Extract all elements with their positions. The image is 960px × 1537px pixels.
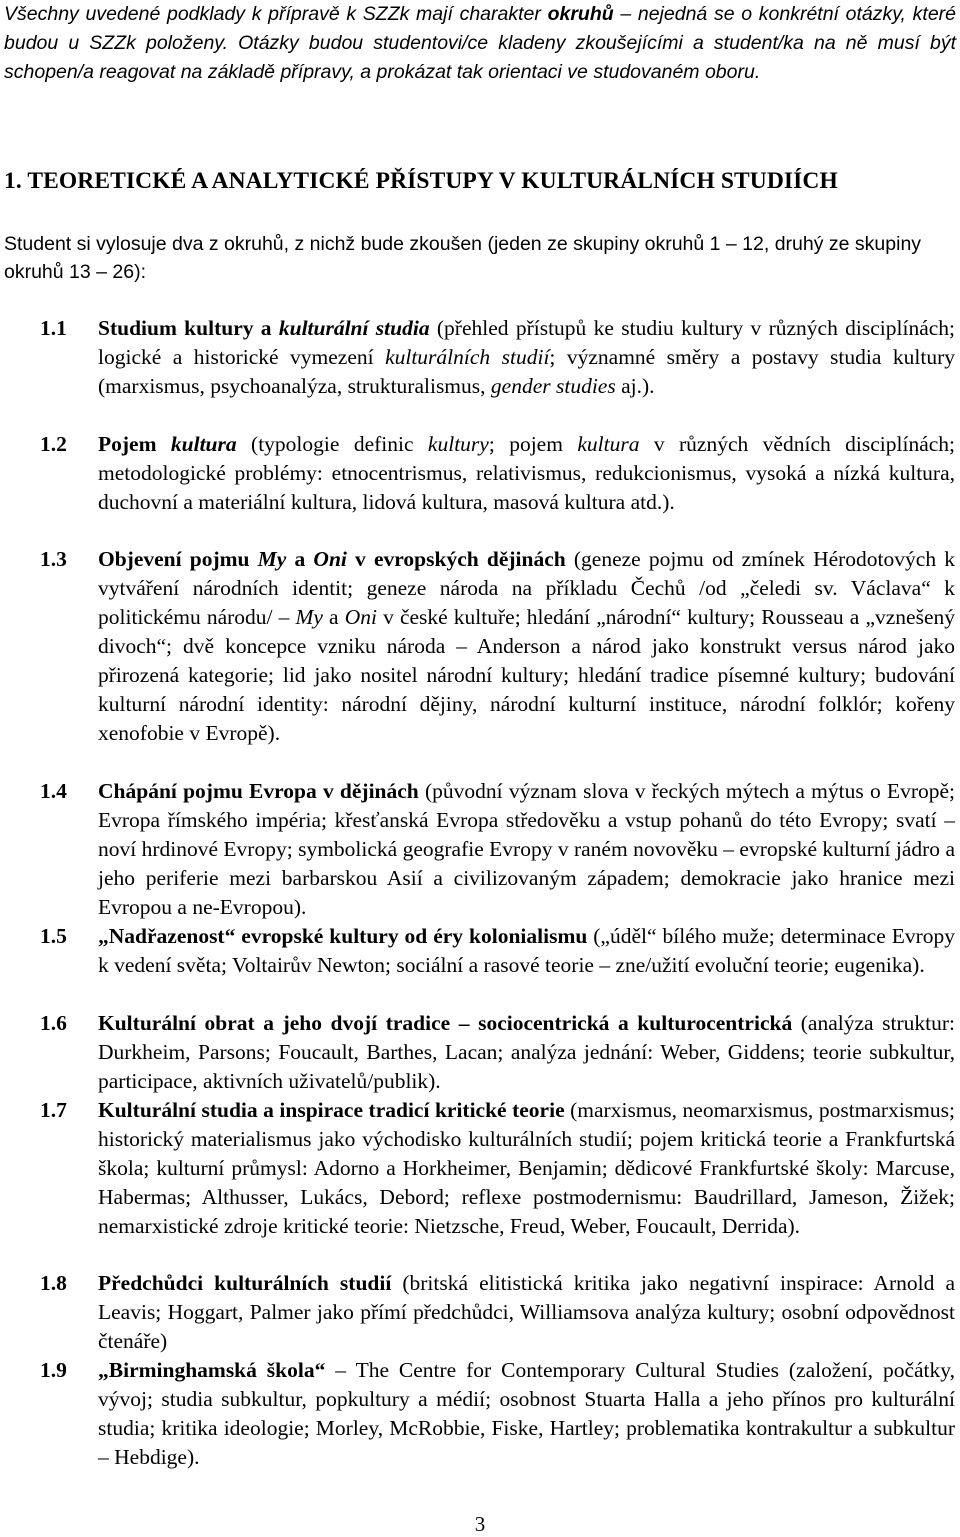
topic-number: 1.7 [40,1098,67,1122]
intro-bold-word: okruhů [547,3,614,25]
topic-description-segment: (geneze pojmu od zmínek Hérodotových k vytváření národních identit; geneze národa na příkladu Čechů /od „čeledi sv. Václava“ k politickému národu/ – [98,547,955,629]
instruction-text: Student si vylosuje dva z okruhů, z nichž bude zkoušen (jeden ze skupiny okruhů 1 – 12, druhý ze skupiny okruhů 13 – 26): [4,233,922,283]
section-heading: 1. TEORETICKÉ A ANALYTICKÉ PŘÍSTUPY V KULTURÁLNÍCH STUDIÍCH [4,168,838,194]
topic-number: 1.3 [40,547,67,571]
topic-description-segment: (původní význam slova v řeckých mýtech a mýtus o Evropě; Evropa římského impéria; křesťanská Evropa středověku a vstup pohanů do této Evropy; svatí – noví hrdinové Evropy; symbolická geografie Evropy v raném novověku – evropské kulturní jádro a jeho periferie mezi barbarskou Asií a civilizovaným západem; demokracie jako hranice mezi Evropou a ne-Evropou). [98,779,955,919]
topic-title-segment: kultury [427,432,489,456]
topic-description-segment: a [322,605,345,629]
intro-text-1: Všechny uvedené podklady k přípravě k SZZk mají charakter [4,3,548,25]
topic-title-segment: Kulturální obrat a jeho dvojí tradice – sociocentrická a kulturocentrická [98,1011,793,1035]
topic-title-segment: v evropských dějinách [346,547,566,571]
topic-number: 1.2 [40,432,67,456]
topic-description-segment: (typologie definic [236,432,428,456]
topic-title-segment: kulturálních studií [385,345,550,369]
topic-description-segment: (britská elitistická kritika jako negativní inspirace: Arnold a Leavis; Hoggart, Palmer jako přímí předchůdci, Williamsova analýza kultury; osobní odpovědnost čtenáře) [98,1271,955,1353]
topic-text [98,430,955,517]
topic-text [98,1096,955,1241]
page-number: 3 [474,1512,486,1536]
topic-description-segment: ; významné směry a postavy studia kultury (marxismus, psychoanalýza, strukturalismus, [98,345,955,398]
topic-number: 1.6 [40,1011,67,1035]
topic-title-segment: Chápání pojmu Evropa v dějinách [98,779,419,803]
topic-text [98,1009,955,1096]
topic-number: 1.1 [40,316,67,340]
topic-description-segment: (analýza struktur: Durkheim, Parsons; Foucault, Barthes, Lacan; analýza jednání: Weber, Giddens; teorie subkultur, participace, aktivních uživatelů/publik). [98,1011,955,1093]
topic-title-segment: kultura [577,432,640,456]
topic-title-segment: Oni [344,605,377,629]
topic-title-segment: My [257,547,287,571]
topic-number: 1.8 [40,1271,67,1295]
topic-title-segment: kulturální studia [278,316,430,340]
topic-title-segment: gender studies [490,374,616,398]
topic-number: 1.5 [40,924,67,948]
topic-text [98,922,955,980]
topic-title-segment: My [295,605,323,629]
topic-number: 1.9 [40,1358,67,1382]
topic-title-segment: kultura [170,432,237,456]
topic-title-segment: Kulturální studia a inspirace tradicí kritické teorie [98,1098,565,1122]
topic-title-segment: Předchůdci kulturálních studií [98,1271,392,1295]
topic-description-segment: v různých vědních disciplínách; metodologické problémy: etnocentrismus, relativismus, redukcionismus, vysoká a nízká kultura, duchovní a materiální kultura, lidová kultura, masová kultura atd.). [98,432,955,514]
topic-title-segment: Pojem [98,432,171,456]
topic-title-segment: Oni [313,547,347,571]
topic-description-segment: ; pojem [488,432,578,456]
topic-description-segment: („úděl“ bílého muže; determinace Evropy k vedení světa; Voltairův Newton; sociální a rasové teorie – zne/užití evoluční teorie; eugenika). [98,924,955,977]
topic-text [98,1269,955,1356]
topic-description-segment: (přehled přístupů ke studiu kultury v různých disciplínách; logické a historické vymezení [98,316,955,369]
topic-title-segment: Objevení pojmu [98,547,258,571]
topic-title-segment: „Nadřazenost“ evropské kultury od éry kolonialismu [98,924,588,948]
topic-description-segment: aj.). [615,374,655,398]
topic-title-segment: „Birminghamská škola“ [98,1358,326,1382]
intro-paragraph [4,0,956,87]
topic-title-segment: a [286,547,314,571]
topic-description-segment: (marxismus, neomarxismus, postmarxismus; historický materialismus jako východisko kulturálních studií; pojem kritická teorie a Frankfurtská škola; kulturní průmysl: Adorno a Horkheimer, Benjamin; dědicové Frankfurtské školy: Marcuse, Habermas; Althusser, Lukács, Debord; reflexe postmodernismu: Baudrillard, Jameson, Žižek; nemarxistické zdroje kritické teorie: Nietzsche, Freud, Weber, Foucault, Derrida). [98,1098,955,1238]
topic-description-segment: – The Centre for Contemporary Cultural Studies (založení, počátky, vývoj; studia subkultur, popkultury a médií; osobnost Stuarta Halla a jeho přínos pro kulturální studia; kritika ideologie; Morley, McRobbie, Fiske, Hartley; problematika kontrakultur a subkultur – Hebdige). [98,1358,955,1469]
topic-text [98,314,955,401]
topic-description-segment: v české kultuře; hledání „národní“ kultury; Rousseau a „vznešený divoch“; dvě koncepce vzniku národa – Anderson a národ jako konstrukt versus národ jako přirozená kategorie; lid jako nositel národní kultury; hledání tradice písemné kultury; budování kulturní národní identity: národní dějiny, národní kulturní instituce, národní folklór; kořeny xenofobie v Evropě). [98,605,955,745]
topic-text [98,545,955,748]
intro-text-2: – nejedná se o konkrétní otázky, které budou u SZZk položeny. Otázky budou studentovi/ce kladeny zkoušejícími a student/ka na ně musí být schopen/a reagovat na základě přípravy, a prokázat tak orientaci ve studovaném oboru. [4,3,957,83]
topic-text [98,777,955,922]
topic-title-segment: Studium kultury a [98,316,279,340]
topic-number: 1.4 [40,779,67,803]
topic-text [98,1356,955,1472]
